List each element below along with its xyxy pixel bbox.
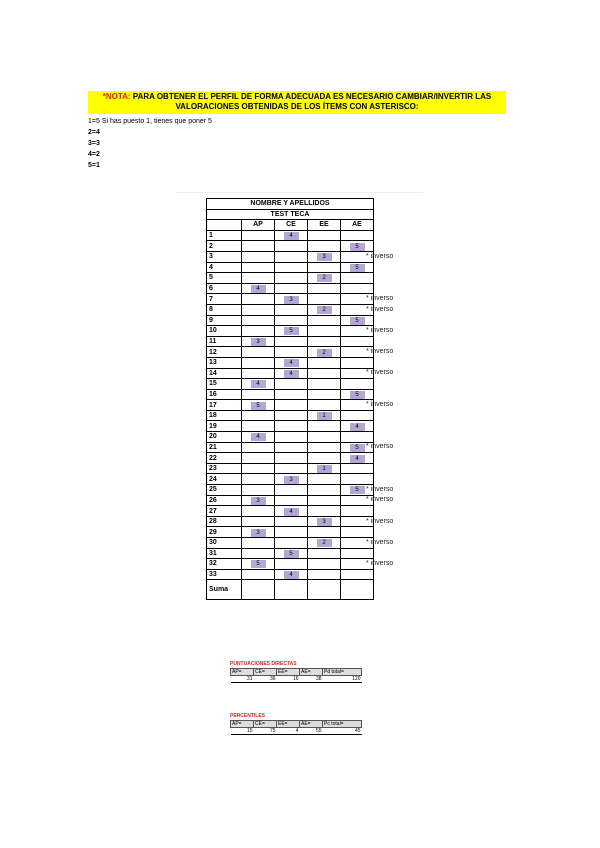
table-row <box>207 294 374 305</box>
table-row <box>207 379 374 390</box>
item-number: 31 <box>207 548 242 559</box>
score-value: 4 <box>251 433 266 441</box>
score-cell-ae[interactable] <box>341 432 374 443</box>
score-cell-ae[interactable] <box>341 421 374 432</box>
score-value: 2 <box>317 306 332 314</box>
score-cell-ee[interactable] <box>308 304 341 315</box>
direct-header: CE= <box>254 669 277 676</box>
score-cell-ap[interactable] <box>242 357 275 368</box>
score-cell-ae[interactable] <box>341 379 374 390</box>
score-value: 5 <box>350 486 365 494</box>
item-number: 12 <box>207 347 242 358</box>
item-number: 13 <box>207 357 242 368</box>
table-row <box>207 485 374 496</box>
percentile-header: EE= <box>277 721 300 728</box>
score-cell-ap[interactable] <box>242 410 275 421</box>
corner-cell <box>207 220 242 231</box>
score-cell-ee[interactable] <box>308 569 341 580</box>
percentile-value: 15 <box>231 728 254 735</box>
score-cell-ee[interactable] <box>308 442 341 453</box>
score-cell-ae[interactable] <box>341 262 374 273</box>
percentile-value: 4 <box>277 728 300 735</box>
score-cell-ce[interactable] <box>275 347 308 358</box>
sum-row <box>207 580 374 600</box>
score-cell-ce[interactable] <box>275 389 308 400</box>
score-cell-ce[interactable] <box>275 379 308 390</box>
score-cell-ap[interactable] <box>242 347 275 358</box>
score-cell-ae[interactable] <box>341 230 374 241</box>
score-cell-ap[interactable] <box>242 463 275 474</box>
score-cell-ap[interactable] <box>242 548 275 559</box>
score-cell-ee[interactable] <box>308 548 341 559</box>
item-number: 16 <box>207 389 242 400</box>
legend-line: 2=4 <box>88 129 100 136</box>
direct-value: 16 <box>277 676 300 683</box>
score-cell-ae[interactable] <box>341 548 374 559</box>
direct-header: EE= <box>277 669 300 676</box>
note-prefix: *NOTA: <box>102 92 131 101</box>
percentile-value: 45 <box>323 728 362 735</box>
score-cell-ce[interactable] <box>275 368 308 379</box>
table-row <box>207 273 374 284</box>
inverse-marker: * inverso <box>366 369 394 377</box>
score-cell-ce[interactable] <box>275 432 308 443</box>
inverse-marker: * inverso <box>366 559 394 567</box>
score-value: 3 <box>317 518 332 526</box>
table-row <box>207 410 374 421</box>
inverse-marker: * inverso <box>366 485 394 493</box>
inversion-legend <box>88 116 212 171</box>
score-cell-ee[interactable] <box>308 506 341 517</box>
inverse-marker: * inverso <box>366 252 394 260</box>
table-row <box>207 304 374 315</box>
score-cell-ap[interactable] <box>242 485 275 496</box>
score-cell-ee[interactable] <box>308 538 341 549</box>
score-cell-ap[interactable] <box>242 379 275 390</box>
table-row <box>207 251 374 262</box>
percentile-header: Pc total= <box>323 721 362 728</box>
score-value: 1 <box>317 412 332 420</box>
score-value: 2 <box>317 349 332 357</box>
score-cell-ap[interactable] <box>242 273 275 284</box>
direct-header: Pd total= <box>323 669 362 676</box>
score-cell-ce[interactable] <box>275 283 308 294</box>
score-cell-ae[interactable] <box>341 357 374 368</box>
divider <box>175 192 423 193</box>
table-row <box>207 432 374 443</box>
score-cell-ce[interactable] <box>275 230 308 241</box>
inverse-marker: * inverso <box>366 305 394 313</box>
score-value: 5 <box>350 264 365 272</box>
score-cell-ap[interactable] <box>242 389 275 400</box>
item-number: 3 <box>207 251 242 262</box>
score-cell-ee[interactable] <box>308 273 341 284</box>
score-cell-ce[interactable] <box>275 548 308 559</box>
score-cell-ap[interactable] <box>242 315 275 326</box>
score-value: 3 <box>251 529 266 537</box>
item-number: 27 <box>207 506 242 517</box>
column-header: AE <box>341 220 374 231</box>
score-cell-ae[interactable] <box>341 389 374 400</box>
score-cell-ce[interactable] <box>275 336 308 347</box>
item-number: 30 <box>207 538 242 549</box>
score-cell-ap[interactable] <box>242 241 275 252</box>
score-cell-ae[interactable] <box>341 410 374 421</box>
table-row <box>207 495 374 506</box>
score-cell-ee[interactable] <box>308 379 341 390</box>
score-cell-ee[interactable] <box>308 410 341 421</box>
score-cell-ce[interactable] <box>275 495 308 506</box>
item-number: 19 <box>207 421 242 432</box>
item-number: 29 <box>207 527 242 538</box>
score-cell-ee[interactable] <box>308 347 341 358</box>
table-row <box>207 506 374 517</box>
score-cell-ee[interactable] <box>308 241 341 252</box>
table-title: NOMBRE Y APELLIDOS <box>207 199 374 210</box>
item-number: 1 <box>207 230 242 241</box>
item-number: 33 <box>207 569 242 580</box>
item-number: 4 <box>207 262 242 273</box>
score-cell-ap[interactable] <box>242 453 275 464</box>
score-value: 3 <box>284 476 299 484</box>
inverse-marker: * inverso <box>366 348 394 356</box>
score-cell-ae[interactable] <box>341 241 374 252</box>
item-number: 15 <box>207 379 242 390</box>
score-value: 4 <box>284 232 299 240</box>
percentile-header: AP= <box>231 721 254 728</box>
column-header: AP <box>242 220 275 231</box>
table-row <box>207 527 374 538</box>
score-cell-ee[interactable] <box>308 251 341 262</box>
score-cell-ce[interactable] <box>275 294 308 305</box>
score-cell-ce[interactable] <box>275 315 308 326</box>
score-cell-ee[interactable] <box>308 315 341 326</box>
table-row <box>207 283 374 294</box>
table-row <box>207 347 374 358</box>
score-cell-ap[interactable] <box>242 442 275 453</box>
legend-line: 3=3 <box>88 140 100 147</box>
score-value: 5 <box>350 444 365 452</box>
score-cell-ae[interactable] <box>341 453 374 464</box>
item-number: 9 <box>207 315 242 326</box>
table-row <box>207 516 374 527</box>
item-number: 11 <box>207 336 242 347</box>
inverse-marker: * inverso <box>366 401 394 409</box>
score-value: 3 <box>251 338 266 346</box>
legend-line: 1=5 Si has puesto 1, tienes que poner 5 <box>88 118 212 125</box>
direct-scores-table <box>230 668 362 683</box>
direct-scores-title: PUNTUACIONES DIRECTAS <box>230 661 297 667</box>
direct-header: AP= <box>231 669 254 676</box>
item-number: 20 <box>207 432 242 443</box>
score-cell-ap[interactable] <box>242 326 275 337</box>
item-number: 21 <box>207 442 242 453</box>
table-row <box>207 569 374 580</box>
table-row <box>207 463 374 474</box>
score-cell-ap[interactable] <box>242 368 275 379</box>
table-row <box>207 315 374 326</box>
score-cell-ee[interactable] <box>308 432 341 443</box>
score-cell-ae[interactable] <box>341 569 374 580</box>
inverse-marker: * inverso <box>366 295 394 303</box>
score-cell-ee[interactable] <box>308 559 341 570</box>
instruction-note <box>88 91 506 114</box>
item-number: 7 <box>207 294 242 305</box>
score-cell-ce[interactable] <box>275 241 308 252</box>
score-cell-ee[interactable] <box>308 368 341 379</box>
score-cell-ce[interactable] <box>275 442 308 453</box>
score-cell-ap[interactable] <box>242 304 275 315</box>
score-cell-ee[interactable] <box>308 463 341 474</box>
sum-cell-ce[interactable] <box>275 580 308 600</box>
score-value: 1 <box>317 465 332 473</box>
score-cell-ce[interactable] <box>275 357 308 368</box>
table-row <box>207 559 374 570</box>
score-value: 5 <box>350 243 365 251</box>
score-cell-ee[interactable] <box>308 230 341 241</box>
score-cell-ae[interactable] <box>341 506 374 517</box>
column-header: EE <box>308 220 341 231</box>
score-cell-ce[interactable] <box>275 569 308 580</box>
direct-value: 31 <box>231 676 254 683</box>
score-value: 4 <box>251 380 266 388</box>
score-cell-ce[interactable] <box>275 506 308 517</box>
score-cell-ee[interactable] <box>308 294 341 305</box>
score-cell-ce[interactable] <box>275 326 308 337</box>
score-cell-ce[interactable] <box>275 485 308 496</box>
note-text: PARA OBTENER EL PERFIL DE FORMA ADECUADA ES NECESARIO CAMBIAR/INVERTIR LAS VALORACIONES OBTENIDAS DE LOS ÍTEMS CON ASTERISCO: <box>130 92 492 111</box>
item-number: 8 <box>207 304 242 315</box>
score-cell-ee[interactable] <box>308 326 341 337</box>
score-cell-ee[interactable] <box>308 495 341 506</box>
direct-header: AE= <box>300 669 323 676</box>
inverse-marker: * inverso <box>366 538 394 546</box>
score-cell-ee[interactable] <box>308 357 341 368</box>
table-row <box>207 336 374 347</box>
score-cell-ae[interactable] <box>341 474 374 485</box>
item-number: 25 <box>207 485 242 496</box>
score-cell-ap[interactable] <box>242 421 275 432</box>
score-value: 2 <box>317 274 332 282</box>
score-cell-ce[interactable] <box>275 538 308 549</box>
sum-cell-ap[interactable] <box>242 580 275 600</box>
score-cell-ae[interactable] <box>341 283 374 294</box>
score-cell-ce[interactable] <box>275 516 308 527</box>
inverse-marker: * inverso <box>366 443 394 451</box>
score-cell-ce[interactable] <box>275 400 308 411</box>
score-cell-ap[interactable] <box>242 432 275 443</box>
score-value: 4 <box>284 508 299 516</box>
table-row <box>207 538 374 549</box>
score-value: 3 <box>317 253 332 261</box>
score-cell-ce[interactable] <box>275 527 308 538</box>
score-cell-ce[interactable] <box>275 304 308 315</box>
legend-line: 5=1 <box>88 162 100 169</box>
score-cell-ae[interactable] <box>341 527 374 538</box>
score-cell-ap[interactable] <box>242 538 275 549</box>
item-number: 23 <box>207 463 242 474</box>
score-value: 5 <box>251 402 266 410</box>
score-value: 4 <box>350 423 365 431</box>
column-header: CE <box>275 220 308 231</box>
direct-value: 38 <box>300 676 323 683</box>
score-table <box>206 198 374 600</box>
inverse-marker: * inverso <box>366 517 394 525</box>
score-cell-ee[interactable] <box>308 283 341 294</box>
score-cell-ee[interactable] <box>308 485 341 496</box>
score-cell-ap[interactable] <box>242 559 275 570</box>
table-subtitle: TEST TECA <box>207 209 374 220</box>
inverse-marker: * inverso <box>366 326 394 334</box>
table-row <box>207 421 374 432</box>
score-cell-ee[interactable] <box>308 453 341 464</box>
score-cell-ae[interactable] <box>341 463 374 474</box>
table-row <box>207 400 374 411</box>
item-number: 24 <box>207 474 242 485</box>
score-value: 5 <box>350 391 365 399</box>
table-row <box>207 442 374 453</box>
score-cell-ce[interactable] <box>275 262 308 273</box>
table-row <box>207 230 374 241</box>
score-cell-ap[interactable] <box>242 527 275 538</box>
score-cell-ce[interactable] <box>275 559 308 570</box>
score-cell-ap[interactable] <box>242 262 275 273</box>
sum-cell-ae[interactable] <box>341 580 374 600</box>
item-number: 28 <box>207 516 242 527</box>
score-cell-ee[interactable] <box>308 336 341 347</box>
score-cell-ee[interactable] <box>308 262 341 273</box>
score-value: 3 <box>251 497 266 505</box>
score-cell-ce[interactable] <box>275 453 308 464</box>
score-cell-ee[interactable] <box>308 474 341 485</box>
score-cell-ap[interactable] <box>242 336 275 347</box>
score-cell-ap[interactable] <box>242 400 275 411</box>
score-cell-ee[interactable] <box>308 400 341 411</box>
table-row <box>207 389 374 400</box>
score-cell-ap[interactable] <box>242 283 275 294</box>
item-number: 2 <box>207 241 242 252</box>
item-number: 32 <box>207 559 242 570</box>
score-value: 5 <box>284 550 299 558</box>
percentile-header: CE= <box>254 721 277 728</box>
score-value: 4 <box>284 571 299 579</box>
score-value: 4 <box>284 359 299 367</box>
score-value: 4 <box>251 285 266 293</box>
direct-value: 120 <box>323 676 362 683</box>
score-value: 4 <box>350 455 365 463</box>
direct-value: 36 <box>254 676 277 683</box>
item-number: 22 <box>207 453 242 464</box>
score-cell-ee[interactable] <box>308 389 341 400</box>
item-number: 26 <box>207 495 242 506</box>
legend-line: 4=2 <box>88 151 100 158</box>
score-value: 5 <box>350 317 365 325</box>
score-cell-ap[interactable] <box>242 230 275 241</box>
score-cell-ap[interactable] <box>242 569 275 580</box>
table-row <box>207 548 374 559</box>
percentile-value: 55 <box>300 728 323 735</box>
percentiles-title: PERCENTILES <box>230 713 266 719</box>
percentile-value: 75 <box>254 728 277 735</box>
score-cell-ae[interactable] <box>341 273 374 284</box>
score-cell-ce[interactable] <box>275 463 308 474</box>
inverse-marker: * inverso <box>366 496 394 504</box>
score-cell-ap[interactable] <box>242 474 275 485</box>
item-number: 14 <box>207 368 242 379</box>
score-value: 3 <box>284 296 299 304</box>
score-cell-ce[interactable] <box>275 474 308 485</box>
score-cell-ee[interactable] <box>308 527 341 538</box>
table-row <box>207 357 374 368</box>
sum-cell-ee[interactable] <box>308 580 341 600</box>
table-row <box>207 368 374 379</box>
item-number: 17 <box>207 400 242 411</box>
score-cell-ae[interactable] <box>341 315 374 326</box>
score-cell-ae[interactable] <box>341 336 374 347</box>
score-value: 2 <box>317 539 332 547</box>
item-number: 10 <box>207 326 242 337</box>
score-value: 5 <box>251 560 266 568</box>
score-cell-ap[interactable] <box>242 251 275 262</box>
item-number: 18 <box>207 410 242 421</box>
score-cell-ee[interactable] <box>308 516 341 527</box>
score-cell-ce[interactable] <box>275 251 308 262</box>
table-row <box>207 474 374 485</box>
score-cell-ap[interactable] <box>242 516 275 527</box>
table-row <box>207 453 374 464</box>
score-value: 4 <box>284 370 299 378</box>
sum-label: Suma <box>207 580 242 600</box>
score-cell-ce[interactable] <box>275 421 308 432</box>
percentiles-table <box>230 720 362 735</box>
score-cell-ce[interactable] <box>275 410 308 421</box>
percentile-header: AE= <box>300 721 323 728</box>
score-value: 5 <box>284 327 299 335</box>
table-row <box>207 241 374 252</box>
table-row <box>207 262 374 273</box>
score-cell-ap[interactable] <box>242 294 275 305</box>
score-cell-ee[interactable] <box>308 421 341 432</box>
score-cell-ap[interactable] <box>242 506 275 517</box>
table-row <box>207 326 374 337</box>
score-cell-ap[interactable] <box>242 495 275 506</box>
item-number: 5 <box>207 273 242 284</box>
item-number: 6 <box>207 283 242 294</box>
score-cell-ce[interactable] <box>275 273 308 284</box>
